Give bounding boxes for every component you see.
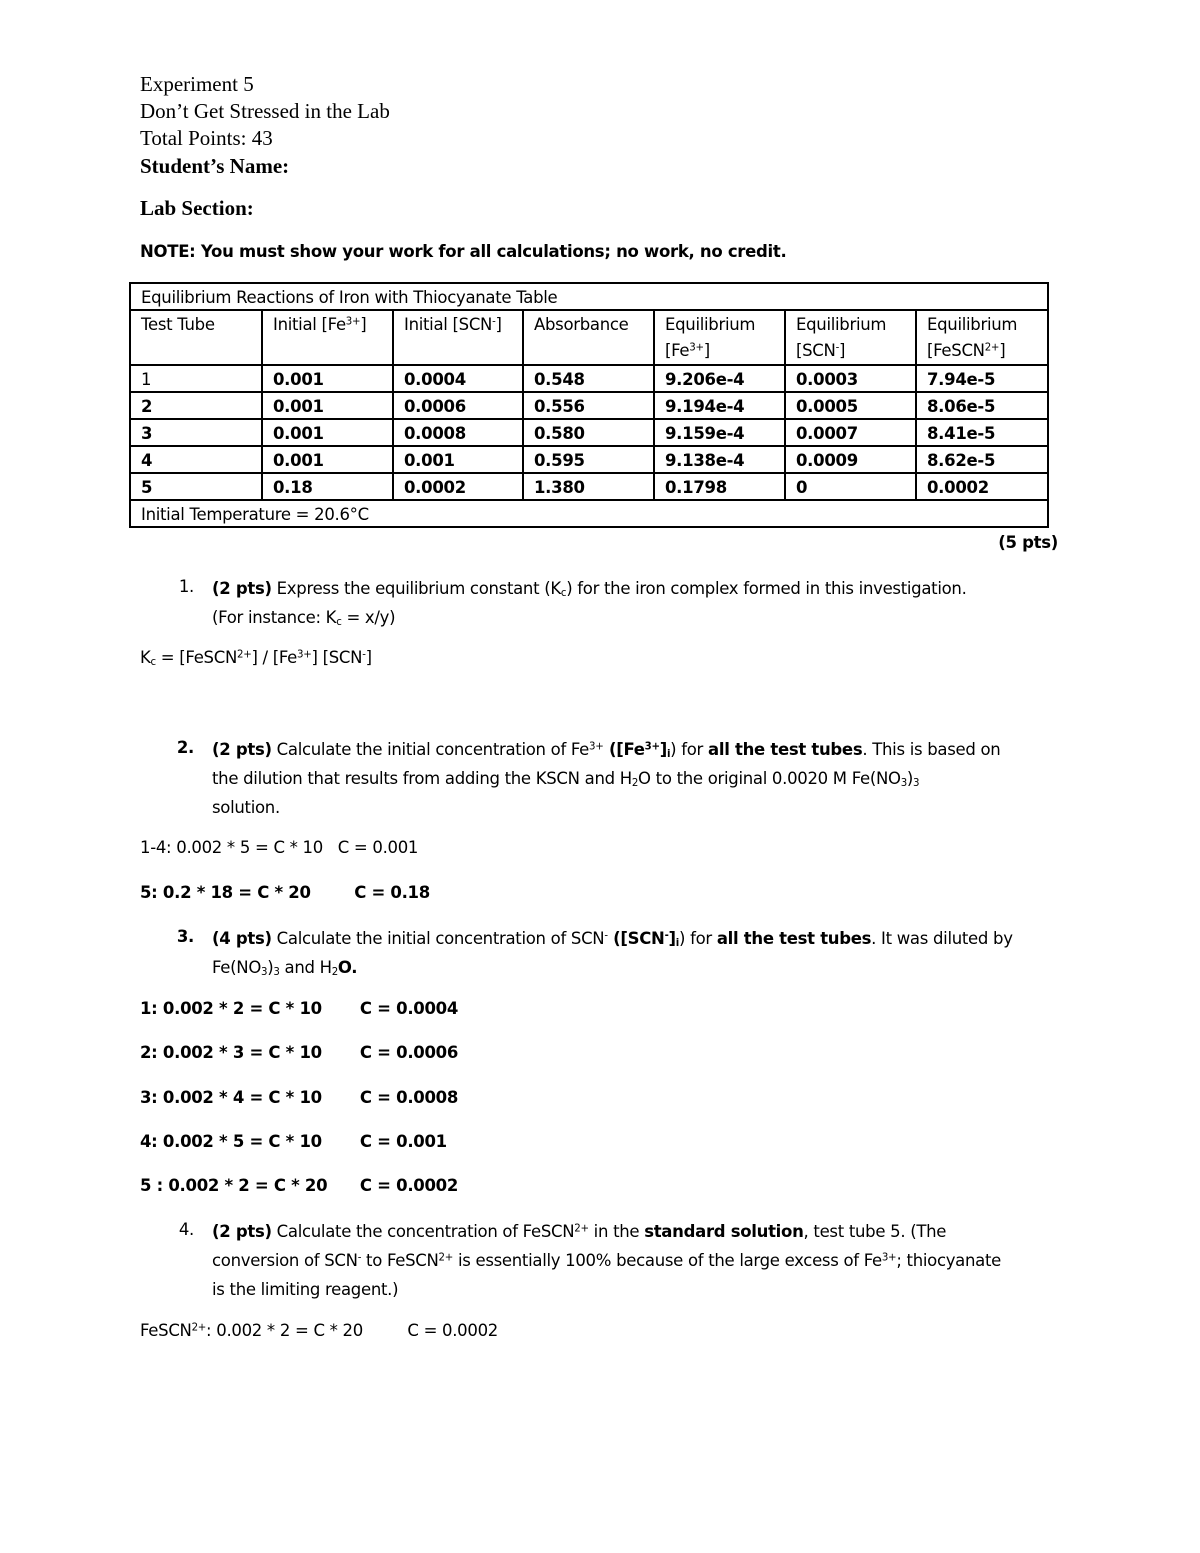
q2-answer-1: 1-4: 0.002 * 5 = C * 10 C = 0.001 xyxy=(140,838,419,857)
cell-eq-fe: 9.159e-4 xyxy=(654,419,785,446)
table-row xyxy=(130,365,1048,392)
q3-text: (4 pts) Calculate the initial concentration of SCN- $([SCN^-]_i)$ for all the test tubes. It was diluted by $Fe(NO_3)_3$ and $H_2O$. xyxy=(212,929,1013,979)
col-eq-fe: Equilibrium $[Fe^{3+}]$ xyxy=(654,310,785,365)
cell-tube: 1 xyxy=(130,365,262,392)
cell-eq-fe: 0.1798 xyxy=(654,473,785,500)
cell-initial-fe: 0.001 xyxy=(262,446,393,473)
cell-initial-fe: 0.001 xyxy=(262,392,393,419)
col-test-tube: Test Tube xyxy=(130,310,262,365)
cell-eq-fe: 9.206e-4 xyxy=(654,365,785,392)
q3-answer-2: 2: 0.002 * 3 = C * 10 C = 0.0006 xyxy=(140,1043,459,1062)
cell-eq-fe: 9.138e-4 xyxy=(654,446,785,473)
cell-initial-fe: 0.001 xyxy=(262,365,393,392)
cell-absorbance: 0.595 xyxy=(523,446,654,473)
student-name-label: Student’s Name: xyxy=(140,154,290,178)
cell-initial-fe: 0.18 xyxy=(262,473,393,500)
experiment-number: Experiment 5 xyxy=(140,72,254,96)
cell-absorbance: 1.380 xyxy=(523,473,654,500)
cell-tube: 2 xyxy=(130,392,262,419)
cell-tube: 3 xyxy=(130,419,262,446)
q3-answer-5: 5 : 0.002 * 2 = C * 20 C = 0.0002 xyxy=(140,1176,459,1195)
q3-answer-3: 3: 0.002 * 4 = C * 10 C = 0.0008 xyxy=(140,1088,459,1107)
table-points: (5 pts) xyxy=(998,533,1058,552)
cell-eq-fescn: 8.06e-5 xyxy=(916,392,1048,419)
q2-text: (2 pts) Calculate the initial concentration of $Fe^{3+}$ $([Fe^{3+}]_i)$ for all the test tubes. This is based on the dilution that results from adding the KSCN and $H_2O$ to the original 0.0020 M $Fe(NO_3)_3$ solution. xyxy=(212,740,1001,817)
cell-eq-scn: 0.0007 xyxy=(785,419,916,446)
cell-eq-fe: 9.194e-4 xyxy=(654,392,785,419)
table-row xyxy=(130,392,1048,419)
cell-absorbance: 0.580 xyxy=(523,419,654,446)
table-caption: Equilibrium Reactions of Iron with Thiocyanate Table xyxy=(130,283,1048,310)
table-row xyxy=(130,419,1048,446)
table-row xyxy=(130,446,1048,473)
total-points: Total Points: 43 xyxy=(140,126,273,150)
col-absorbance: Absorbance xyxy=(523,310,654,365)
cell-eq-fescn: 8.62e-5 xyxy=(916,446,1048,473)
q2-answer-2: 5: 0.2 * 18 = C * 20 C = 0.18 xyxy=(140,883,430,902)
table-row xyxy=(130,473,1048,500)
cell-absorbance: 0.556 xyxy=(523,392,654,419)
col-eq-scn: Equilibrium [SCN-] xyxy=(785,310,916,365)
table-footer-temperature: Initial Temperature = 20.6°C xyxy=(130,500,1048,527)
cell-eq-fescn: 8.41e-5 xyxy=(916,419,1048,446)
note-text: You must show your work for all calculations; no work, no credit. xyxy=(195,242,787,261)
q1-text: (2 pts) Express the equilibrium constant $(K_c)$ for the iron complex formed in this investigation. (For instance: $K_c = x/y$) xyxy=(212,579,967,629)
note xyxy=(140,242,786,261)
cell-initial-scn: 0.001 xyxy=(393,446,523,473)
cell-eq-fescn: 0.0002 xyxy=(916,473,1048,500)
q1-answer: $K_c$ = [FeSCN$^{2+}$] / $[Fe^{3+}]$ [SCN-] xyxy=(140,648,372,669)
q3-answer-1: 1: 0.002 * 2 = C * 10 C = 0.0004 xyxy=(140,999,459,1018)
q4-text: (2 pts) Calculate the concentration of FeSCN$^{2+}$ in the standard solution, test tube 5. (The conversion of SCN- to FeSCN$^{2+}$ is essentially 100% because of the large excess of $Fe^{3+}$; thiocyanate is the limiting reagent.) xyxy=(212,1222,1001,1299)
cell-eq-scn: 0 xyxy=(785,473,916,500)
note-label: NOTE: xyxy=(140,242,196,261)
cell-absorbance: 0.548 xyxy=(523,365,654,392)
experiment-title: Don’t Get Stressed in the Lab xyxy=(140,99,390,123)
cell-initial-fe: 0.001 xyxy=(262,419,393,446)
col-initial-fe: Initial $[Fe^{3+}]$ xyxy=(262,310,393,365)
cell-eq-scn: 0.0003 xyxy=(785,365,916,392)
cell-initial-scn: 0.0002 xyxy=(393,473,523,500)
q1-number: 1. xyxy=(178,577,194,596)
q4-answer: FeSCN$^{2+}$: 0.002 * 2 = C * 20 C = 0.0002 xyxy=(140,1321,498,1340)
cell-eq-scn: 0.0005 xyxy=(785,392,916,419)
q4-number: 4. xyxy=(178,1220,194,1239)
cell-tube: 5 xyxy=(130,473,262,500)
cell-eq-scn: 0.0009 xyxy=(785,446,916,473)
table-header-row xyxy=(130,310,1048,365)
lab-section-label: Lab Section: xyxy=(140,196,254,220)
cell-tube: 4 xyxy=(130,446,262,473)
equilibrium-table xyxy=(129,282,1049,528)
q3-answer-4: 4: 0.002 * 5 = C * 10 C = 0.001 xyxy=(140,1132,447,1151)
cell-initial-scn: 0.0006 xyxy=(393,392,523,419)
q3-number: 3. xyxy=(176,927,194,946)
cell-eq-fescn: 7.94e-5 xyxy=(916,365,1048,392)
q2-number: 2. xyxy=(176,738,194,757)
col-initial-scn: Initial [SCN-] xyxy=(393,310,523,365)
cell-initial-scn: 0.0004 xyxy=(393,365,523,392)
col-eq-fescn: Equilibrium [FeSCN$^{2+}$] xyxy=(916,310,1048,365)
cell-initial-scn: 0.0008 xyxy=(393,419,523,446)
